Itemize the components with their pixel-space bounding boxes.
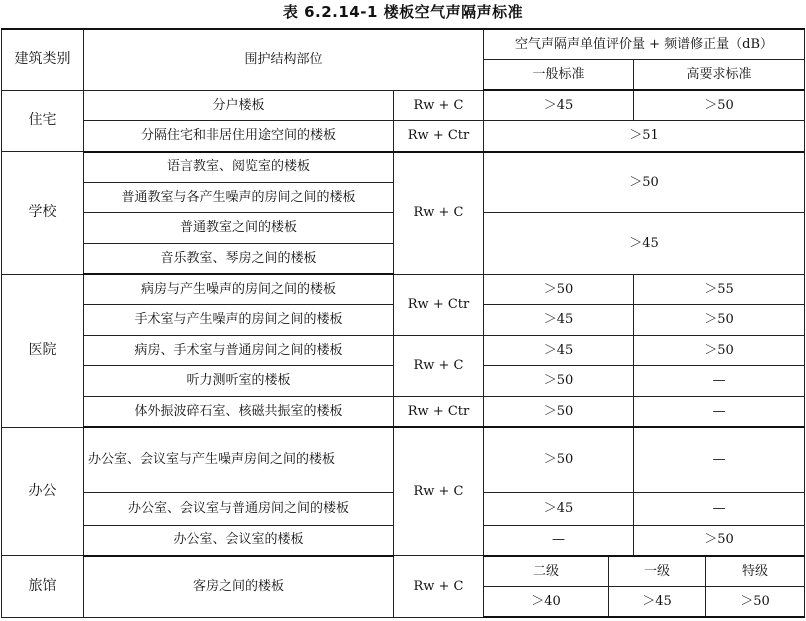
general-value-cell: ＞50 (484, 397, 634, 428)
general-value-cell: ＞45 (484, 335, 634, 366)
combined-value-cell: ＞45 (484, 213, 805, 274)
part-cell: 普通教室与各产生噪声的房间之间的楼板 (84, 182, 394, 213)
general-value-cell: ＞45 (484, 90, 634, 121)
grade-value-cell: ＞40 (484, 586, 609, 617)
combined-value-cell: ＞51 (484, 121, 805, 152)
header-building-category: 建筑类别 (2, 29, 84, 90)
part-cell: 听力测听室的楼板 (84, 366, 394, 397)
part-cell: 手术室与产生噪声的房间之间的楼板 (84, 305, 394, 336)
grade-header-cell: 二级 (484, 556, 609, 587)
part-cell: 体外振波碎石室、核磁共振室的楼板 (84, 397, 394, 428)
part-cell: 办公室、会议室的楼板 (84, 525, 394, 556)
floor-airborne-sound-insulation-table (1, 28, 805, 618)
part-cell: 办公室、会议室与产生噪声房间之间的楼板 (84, 427, 394, 492)
high-value-cell: ＞55 (634, 274, 805, 305)
high-value-cell: — (634, 366, 805, 397)
grade-header-cell: 一级 (609, 556, 706, 587)
high-value-cell: — (634, 397, 805, 428)
part-cell: 普通教室之间的楼板 (84, 213, 394, 244)
part-cell: 办公室、会议室与普通房间之间的楼板 (84, 492, 394, 525)
header-enclosure-part: 围护结构部位 (84, 29, 484, 90)
general-value-cell: ＞45 (484, 492, 634, 525)
quantity-cell: Rw + Ctr (394, 397, 484, 428)
category-hospital: 医院 (2, 274, 84, 427)
category-hotel: 旅馆 (2, 556, 84, 617)
table-caption: 表 6.2.14-1 楼板空气声隔声标准 (282, 3, 524, 21)
general-value-cell: ＞50 (484, 427, 634, 492)
quantity-cell: Rw + Ctr (394, 274, 484, 335)
part-cell: 病房与产生噪声的房间之间的楼板 (84, 274, 394, 305)
grade-value-cell: ＞45 (609, 586, 706, 617)
combined-value-cell: ＞50 (484, 152, 805, 213)
general-value-cell: ＞45 (484, 305, 634, 336)
quantity-cell: Rw + C (394, 335, 484, 396)
part-cell: 语言教室、阅览室的楼板 (84, 152, 394, 183)
part-cell: 病房、手术室与普通房间之间的楼板 (84, 335, 394, 366)
high-value-cell: ＞50 (634, 305, 805, 336)
quantity-cell: Rw + C (394, 90, 484, 121)
high-value-cell: — (634, 492, 805, 525)
part-cell: 分户楼板 (84, 90, 394, 121)
header-metric-group: 空气声隔声单值评价量 + 频谱修正量（dB） (484, 29, 805, 60)
part-cell: 客房之间的楼板 (84, 556, 394, 617)
part-cell: 分隔住宅和非居住用途空间的楼板 (84, 121, 394, 152)
quantity-cell: Rw + C (394, 152, 484, 275)
high-value-cell: ＞50 (634, 335, 805, 366)
category-office: 办公 (2, 427, 84, 556)
high-value-cell: ＞50 (634, 90, 805, 121)
grade-value-cell: ＞50 (706, 586, 805, 617)
part-cell: 音乐教室、琴房之间的楼板 (84, 243, 394, 274)
high-value-cell: ＞50 (634, 525, 805, 556)
general-value-cell: ＞50 (484, 274, 634, 305)
header-high-standard: 高要求标准 (634, 60, 805, 91)
category-residential: 住宅 (2, 90, 84, 151)
general-value-cell: ＞50 (484, 366, 634, 397)
quantity-cell: Rw + C (394, 427, 484, 556)
general-value-cell: — (484, 525, 634, 556)
quantity-cell: Rw + C (394, 556, 484, 617)
grade-header-cell: 特级 (706, 556, 805, 587)
quantity-cell: Rw + Ctr (394, 121, 484, 152)
category-school: 学校 (2, 152, 84, 275)
high-value-cell: — (634, 427, 805, 492)
header-general-standard: 一般标准 (484, 60, 634, 91)
